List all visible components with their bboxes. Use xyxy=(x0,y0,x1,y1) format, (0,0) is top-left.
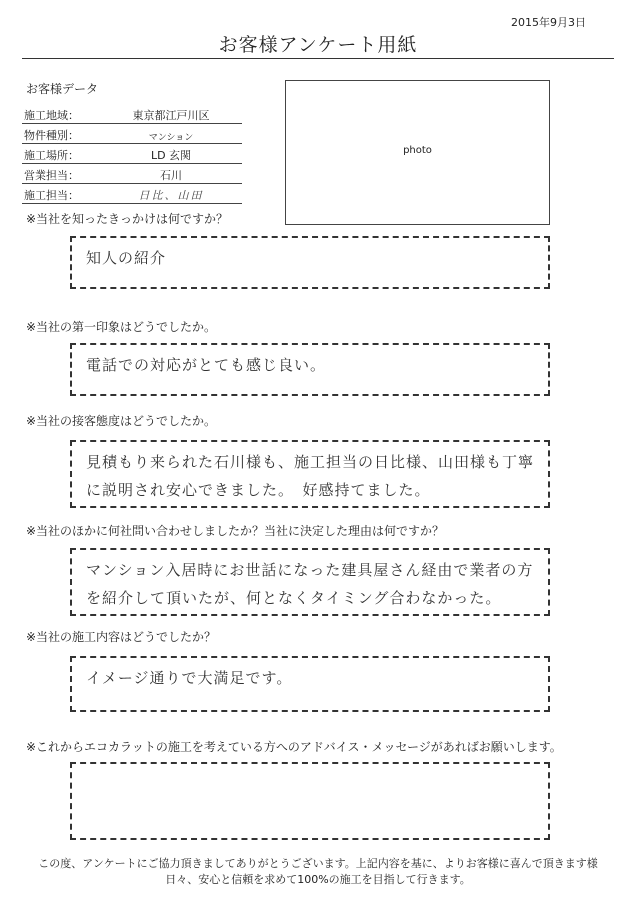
page-title: お客様アンケート用紙 xyxy=(218,34,418,56)
answer-box-5 xyxy=(70,656,550,712)
customer-info-table xyxy=(22,104,242,204)
footer-line-1: この度、アンケートにご協力頂きましてありがとうございます。上記内容を基に、よりお客様に喜んで頂きます様 xyxy=(38,857,598,870)
question-1: ※当社を知ったきっかけは何ですか？ xyxy=(26,212,229,226)
info-label: 物件種別： xyxy=(24,129,79,142)
info-value: 東京都江戸川区 xyxy=(132,109,210,122)
photo-label: photo xyxy=(403,145,432,156)
customer-data-heading: お客様データ xyxy=(26,82,99,96)
answer-box-4 xyxy=(70,548,550,616)
info-row-area xyxy=(22,104,242,124)
answer-text: 見積もり来られた石川様も、施工担当の日比様、山田様も丁寧に説明され安心できました。 好感持てました。 xyxy=(86,453,535,499)
title-divider xyxy=(22,58,614,59)
answer-box-2 xyxy=(70,343,550,396)
answer-text: イメージ通りで大満足です。 xyxy=(86,669,293,687)
answer-text: 知人の紹介 xyxy=(86,249,167,267)
info-row-sales-rep xyxy=(22,164,242,184)
info-value: 石川 xyxy=(160,169,182,182)
answer-box-1 xyxy=(70,236,550,289)
photo-placeholder xyxy=(285,80,550,225)
answer-box-3 xyxy=(70,440,550,508)
info-value: LD 玄関 xyxy=(150,149,192,162)
answer-text: マンション入居時にお世話になった建具屋さん経由で業者の方を紹介して頂いたが、何となくタイミング合わなかった。 xyxy=(86,561,534,607)
question-6: ※これからエコカラットの施工を考えている方へのアドバイス・メッセージがあればお願いします。 xyxy=(26,740,562,754)
question-4: ※当社のほかに何社問い合わせしましたか？当社に決定した理由は何ですか？ xyxy=(26,524,445,538)
info-value: 日比、山田 xyxy=(138,189,204,202)
footer-line-2: 日々、安心と信頼を求めて100%の施工を目指して行きます。 xyxy=(165,873,471,886)
info-row-installer xyxy=(22,184,242,204)
info-value: マンション xyxy=(148,133,194,143)
info-label: 施工担当： xyxy=(24,189,79,202)
question-5: ※当社の施工内容はどうでしたか？ xyxy=(26,630,217,644)
answer-text: 電話での対応がとても感じ良い。 xyxy=(86,356,327,374)
info-label: 施工場所： xyxy=(24,149,79,162)
info-label: 施工地域： xyxy=(24,109,79,122)
info-row-location xyxy=(22,144,242,164)
survey-date: 2015年9月3日 xyxy=(511,16,586,29)
footer-message xyxy=(0,856,636,888)
info-row-property-type xyxy=(22,124,242,144)
info-label: 営業担当： xyxy=(24,169,79,182)
answer-box-6 xyxy=(70,762,550,840)
question-2: ※当社の第一印象はどうでしたか。 xyxy=(26,320,217,334)
question-3: ※当社の接客態度はどうでしたか。 xyxy=(26,414,217,428)
